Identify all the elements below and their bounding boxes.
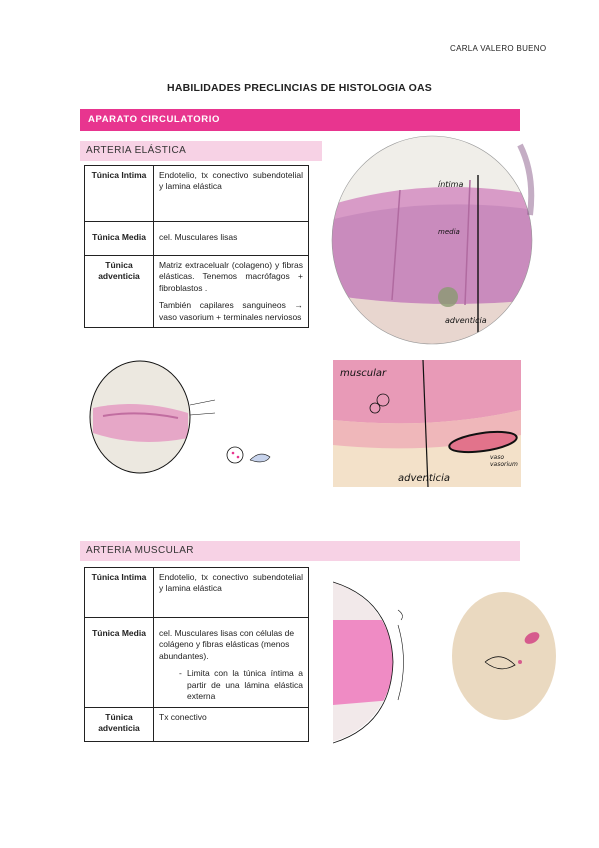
- row-text: cel. Musculares lisas con células de colágeno y fibras elásticas (menos abundantes).: [159, 628, 295, 661]
- row-text: Endotelio, tx conectivo subendotelial y lamina elástica: [154, 568, 309, 618]
- row-label: Túnica Media: [85, 618, 154, 708]
- elastic-artery-heading: ARTERIA ELÁSTICA: [80, 141, 322, 161]
- page-title: HABILIDADES PRECLINCIAS DE HISTOLOGIA OAS: [167, 82, 432, 94]
- annotation-adventicia-2: adventicia: [398, 473, 450, 484]
- table-row: [85, 166, 309, 222]
- muscular-artery-table: [84, 567, 309, 742]
- table-row: [85, 222, 309, 256]
- row-label: Túnica Intima: [85, 568, 154, 618]
- row-text-cell: [154, 256, 309, 328]
- muscular-artery-sketch: [333, 580, 448, 745]
- table-row: [85, 568, 309, 618]
- row-text-extra: También capilares sanguineos → vaso vasorium + terminales nerviosos: [159, 300, 303, 322]
- row-label: Túnica adventicia: [85, 707, 154, 741]
- muscular-artery-heading: ARTERIA MUSCULAR: [80, 541, 520, 561]
- annotation-adventicia: adventicia: [445, 316, 487, 325]
- muscular-artery-micrograph: [450, 590, 558, 722]
- row-label: Túnica Media: [85, 222, 154, 256]
- table-row: [85, 256, 309, 328]
- table-row: [85, 707, 309, 741]
- elastic-artery-table: [84, 165, 309, 328]
- table-row: [85, 618, 309, 708]
- row-label: Túnica adventicia: [85, 256, 154, 328]
- row-text-cell: [154, 618, 309, 708]
- annotation-lines: [190, 385, 310, 485]
- annotation-vaso: vaso vasorium: [490, 454, 518, 468]
- row-label: Túnica Intima: [85, 166, 154, 222]
- row-text: Endotelio, tx conectivo subendotelial y lamina elástica: [154, 166, 309, 222]
- elastic-artery-micrograph: [330, 135, 535, 350]
- row-text: Tx conectivo: [154, 707, 309, 741]
- elastic-artery-sketch: [88, 358, 193, 476]
- annotation-media: media: [438, 228, 460, 236]
- annotation-intima: íntima: [438, 180, 464, 189]
- row-text: cel. Musculares lisas: [154, 222, 309, 256]
- section-banner: APARATO CIRCULATORIO: [80, 109, 520, 131]
- row-bullet: - Limita con la túnica íntima a partir de una lámina elástica externa: [179, 668, 303, 702]
- author-name: CARLA VALERO BUENO: [450, 44, 547, 53]
- row-text: Matriz extracelualr (colageno) y fibras elásticas. Tenemos macrófagos + fibroblastos .: [159, 260, 303, 293]
- annotation-muscular: muscular: [340, 368, 387, 379]
